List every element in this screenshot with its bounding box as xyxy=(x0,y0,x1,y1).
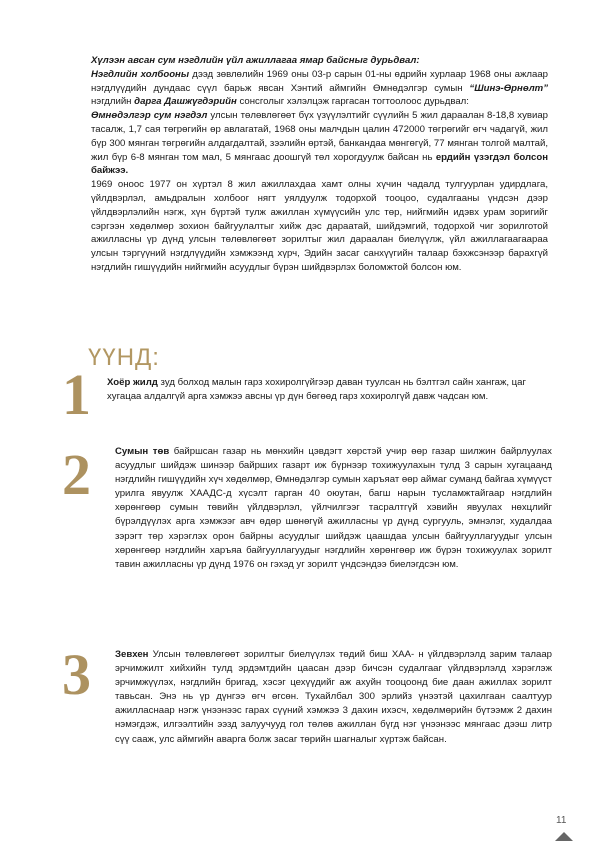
darga-bold: дарга Дашжүгдэрийн xyxy=(134,96,237,108)
item-number-2: 2 xyxy=(62,442,91,507)
item-number-1: 1 xyxy=(62,362,91,427)
intro-paragraph-3: 1969 оноос 1977 он хүртэл 8 жил ажиллахдаа хамт олны хүчин чадалд тулгуурлан удирдлага, үйлдвэрлэл, амьдралын холбоог нягт уялдуулж тодорхой тооцоо, судалгааны үндсэн дээр үйлдвэрлэлийн нэгж, хүн бүртэй тулж ажиллан хүмүүсийн улс төр, нийгмийн идэвх урам зоригийг сэргээн хөдөлмөр зохион байгуулалтыг хийж дэс дараатай, шийдэмгий, тодорхой чиг зорилготой ажилласны үр дүнд улсын төлөвлөгөөт зорилтыг жил дараалан биелүүлж, үйл ажиллагаагаараа улсын тэргүүний нэгдлүүдийн хэмжээнд хүрч, Эдийн засаг санхүүгийн талаар бэхжсэнээр барахгүй нэгдлийн гишүүдийн нийгмийн асуудлыг бүрэн шийдвэрлэх боломжтой болсон юм. xyxy=(91,179,548,273)
page-number: 11 xyxy=(556,815,567,826)
item-1-text xyxy=(107,376,528,404)
shine-ornolt-bold: “Шинэ-Өрнөлт” xyxy=(469,82,548,94)
item-1-body: зуд болход малын гарз хохиролгүйгээр даван туулсан нь бэлтгэл сайн хангаж, цаг хугацаа алдалгүй арга хэмжээ авсны үр дүн бөгөөд гарз хохиролгүй давж чадсан юм. xyxy=(107,377,527,403)
item-2-text xyxy=(115,445,552,572)
item-1-bold: Хоёр жилд xyxy=(107,377,158,388)
intro-heading: Хүлээн авсан сум нэгдлийн үйл ажиллагаа ямар байсныг дурьдвал: xyxy=(91,55,420,66)
page-up-triangle-icon xyxy=(555,832,573,841)
intro-section xyxy=(91,54,548,275)
item-2-body: байршсан газар нь мөнхийн цэвдэгт хөрстэй учир өөр газар шилжин байрлуулах асуудлыг шийдэж шинээр байрших газарт иж бүрнээр тохижуулахын тулд 3 сарын хугацаанд нэгдлийн гишүүдийн хүч хөдөлмөр, Өмнөдэлгэр сумын харъяат өөр аймаг суманд байгаа хүмүүст урилга явуулж ХААДС-д хүсэлт гарган 40 оюутан, багш нарын тусламжтайгаар нэгдлийн хөрөнгөөр сумын төвийн үйлдвэрлэл, үйлчилгээг тасралтгүй хэвийн явуулах нөхцлийг бүрэлдүүлэх арга хэмжээг авч өдөр шөнөгүй ажилласны үр дүнд сургууль, эмнэлэг, худалдаа зэрэгт төр хэрэглэх орон байрны асуудлыг шийдэж цаашдаа улсын байгууллагуудыг улсын хөрөнгөөр нэгдлийн харъяа байгууллагуудыг нэгдлийн хөрөнгөөр иж бүрэн тохижуулах зорилт тавин ажилласны үр дүнд 1976 он гэхэд уг зорилт үндсэндээ биелэгдсэн юм. xyxy=(115,446,552,570)
erdiin-uzegdel-bold: ердийн үзэгдэл болсон байжээ. xyxy=(91,151,549,177)
p1-text-1: дээд зөвлөлийн 1969 оны 03-р сарын 01-ны өдрийн хурлаар 1968 оны ажлаар нэгдлүүдийн дундаас сүүл барьж явсан Хэнтий аймгийн Өмнөдэлгэр сумын xyxy=(91,68,548,94)
item-3-body: Улсын төлөвлөгөөт зорилтыг биелүүлэх төдий биш ХАА- н үйлдвэрлэлд зарим талаар эрчимжилт хийхийн тулд эрдэмтдийн цаасан дээр бичсэн судалгааг үйлдвэрлэлд хэрэглэж эрчимжүүлэх, нэгдлийн бригад, хэсэг цехүүдийг аж ахуйн тооцоонд бие даан ажиллах зорилт тавьсан. Энэ нь үр дүнгээ өгч өгсөн. Тухайлбал 300 эрлийз үнээтэй цахилгаан саалтуур ажилласнаар нэгж үнээнээс гарах сүүний хэмжээ 3 дахин ихэсч, хөдөлмөрийн бүтээмж 2 дахин нэмэгдэж, илгээлтийн ээзд залуучууд гол төлөв ажиллан бүгд нэг үнээнээс мянгаас дээш литр сүү сааж, улс аймгийн аварга болж засаг төрийн шагналыг хүртэж байсан. xyxy=(115,649,552,745)
intro-paragraph-1 xyxy=(91,68,548,109)
item-3-bold: Зевхен xyxy=(115,649,149,660)
intro-paragraph-2 xyxy=(91,109,548,178)
item-2-bold: Сумын төв xyxy=(115,446,170,457)
p1-text-3: сонсголыг хэлэлцэж гаргасан тогтоолоос дурьдвал: xyxy=(236,96,469,108)
section-title: ҮҮНД: xyxy=(88,344,160,371)
item-number-3: 3 xyxy=(62,642,91,707)
nedgel-holboo-bold: Нэгдлийн холбооны xyxy=(91,68,190,80)
omnodelger-bold: Өмнөдэлгэр сум нэгдэл xyxy=(91,110,208,122)
p2-text-1: улсын төлөвлөгөөт бүх үзүүлэлтийг сүүлийн 5 жил дараалан 8-18,8 хувиар тасалж, 1,7 сая төгрөгийн өр авлагатай, 1968 оны малчдын цалин 472000 төгрөгийг өгч чадагүй, жил бүр 300 мянган төгрөгийн алдагдалтай, зээлийн өртэй, банкандаа мөнгөгүй, 77 мянган толгой малтай, жил бүр 6-8 мянган том мал, 5 мянгаас доошгүй төл хорогдуулж байсан нь xyxy=(91,110,549,163)
p1-text-2: нэгдлийн xyxy=(91,96,135,108)
item-3-text xyxy=(115,648,552,747)
